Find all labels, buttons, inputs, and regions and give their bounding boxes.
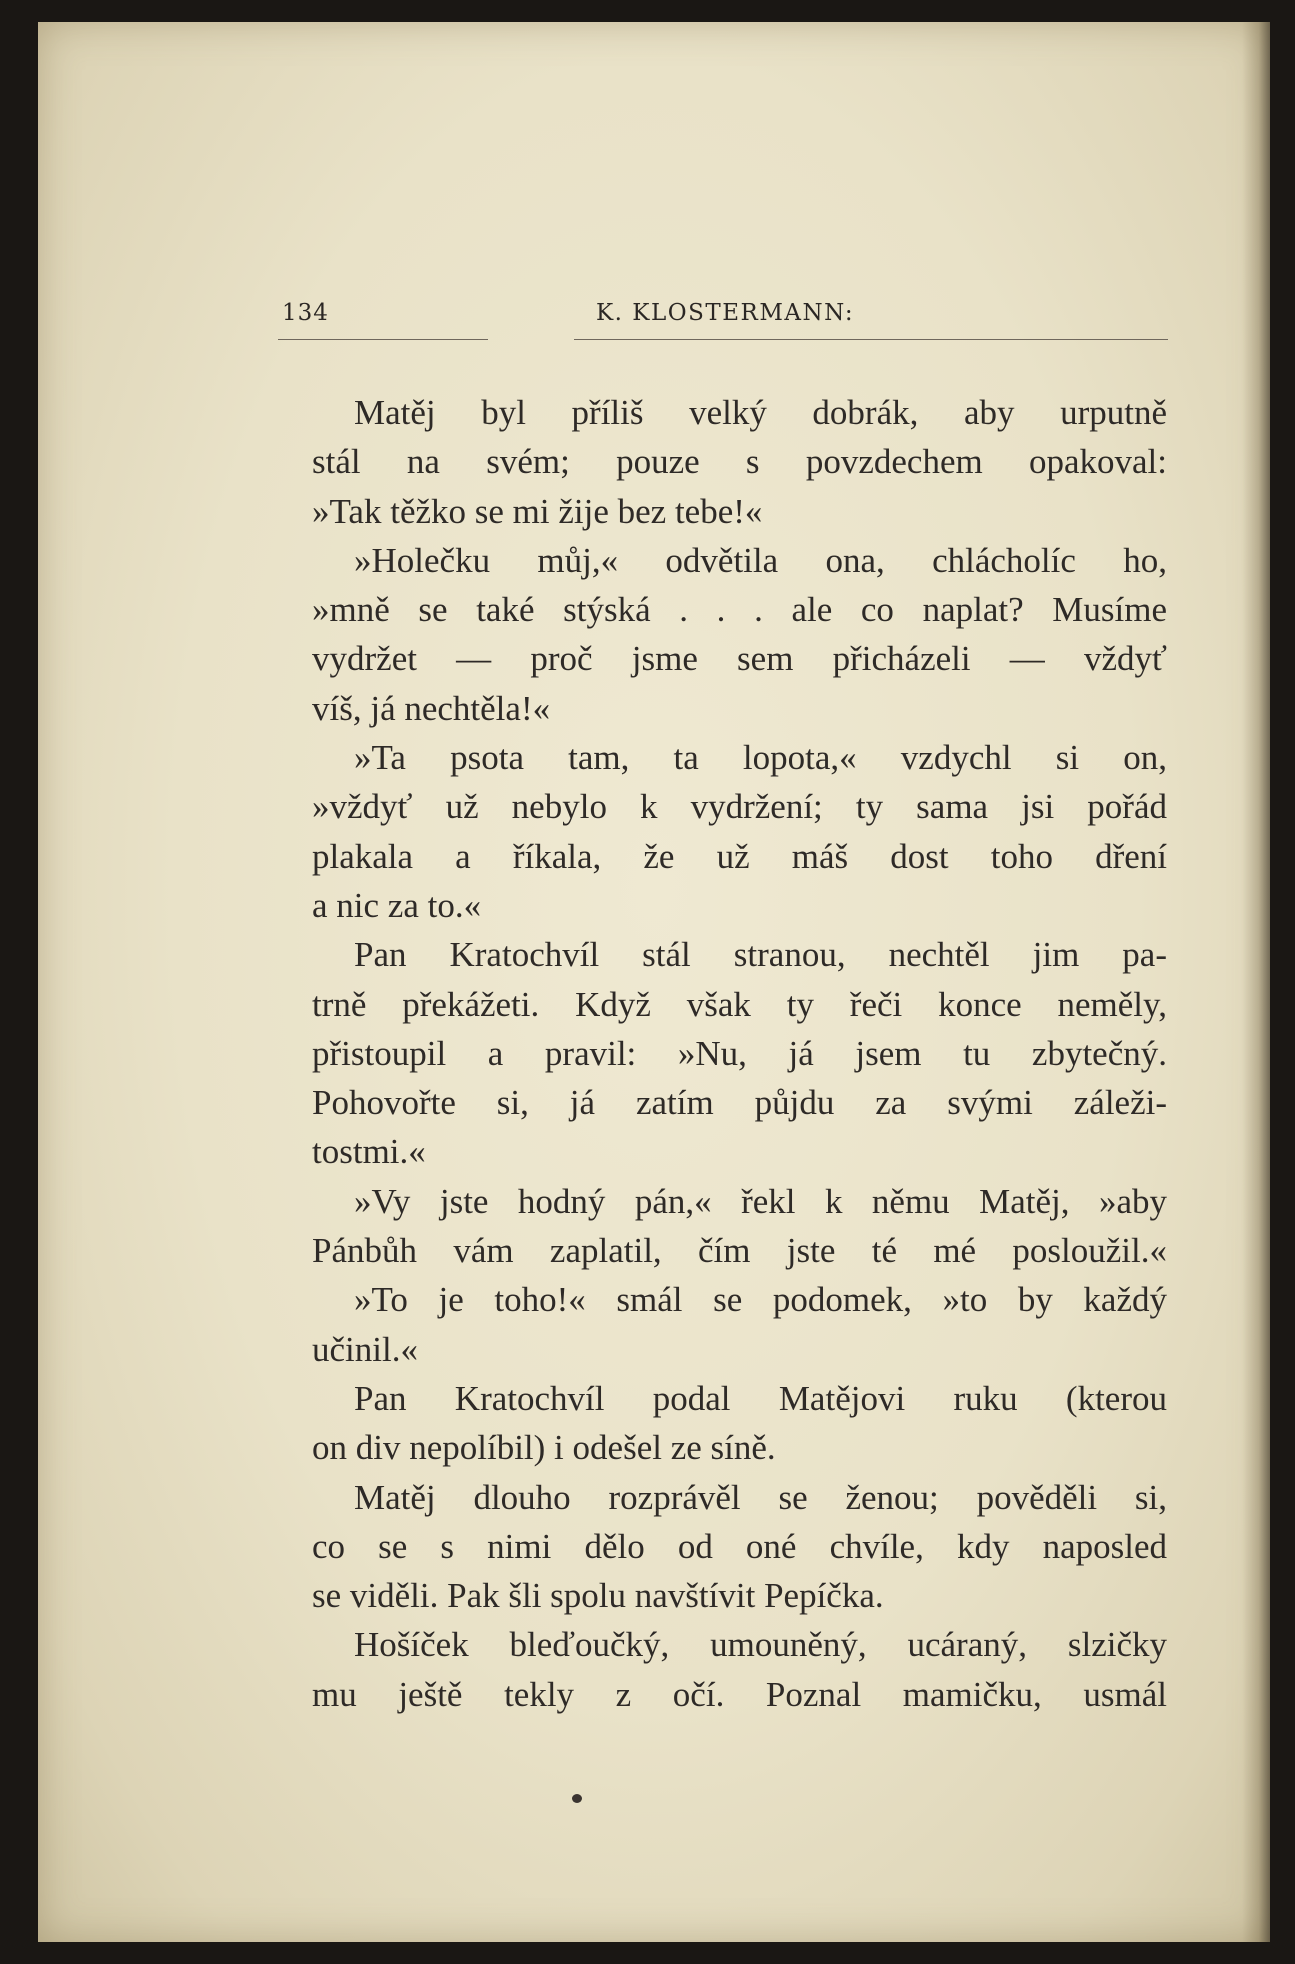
text-line: »Vy jste hodný pán,« řekl k němu Matěj, »aby [354,1181,1167,1221]
text-line: Hošíček bleďoučký, umouněný, ucáraný, slzičky [354,1625,1167,1665]
text-line: Pan Kratochvíl podal Matějovi ruku (kterou [354,1378,1167,1418]
header-rule-left [278,339,488,340]
text-line: »Ta psota tam, ta lopota,« vzdychl si on, [354,738,1167,778]
ink-speck [572,1794,582,1803]
text-line: »To je toho!« smál se podomek, »to by každý [354,1280,1167,1320]
running-head: K. KLOSTERMANN: [596,300,855,326]
text-line: tostmi.« [312,1132,426,1172]
text-line: on div nepolíbil) i odešel ze síně. [312,1428,776,1468]
text-line: Pan Kratochvíl stál stranou, nechtěl jim pa- [354,935,1167,975]
text-line: Pánbůh vám zaplatil, čím jste té mé posloužil.« [312,1231,1167,1271]
header-rule-right [574,339,1168,340]
text-line: »Tak těžko se mi žije bez tebe!« [312,491,763,531]
text-line: »mně se také stýská . . . ale co naplat? Musíme [312,590,1167,630]
body-text [312,388,1167,1719]
text-line: přistoupil a pravil: »Nu, já jsem tu zbytečný. [312,1033,1167,1073]
page-edge-shadow [1242,22,1270,1942]
text-line: co se s nimi dělo od oné chvíle, kdy naposled [312,1526,1167,1566]
text-line: »vždyť už nebylo k vydržení; ty sama jsi pořád [312,787,1167,827]
text-line: se viděli. Pak šli spolu navštívit Pepíčka. [312,1576,884,1616]
text-line: »Holečku můj,« odvětila ona, chlácholíc ho, [354,540,1167,580]
text-line: plakala a říkala, že už máš dost toho dření [312,836,1167,876]
text-line: Pohovořte si, já zatím půjdu za svými záleži- [312,1083,1167,1123]
text-line: Matěj dlouho rozprávěl se ženou; pověděli si, [354,1477,1167,1517]
text-line: mu ještě tekly z očí. Poznal mamičku, usmál [312,1674,1167,1714]
text-line: stál na svém; pouze s povzdechem opakoval: [312,442,1167,482]
text-line: učinil.« [312,1329,418,1369]
text-line: víš, já nechtěla!« [312,688,551,728]
page-header [278,296,1168,336]
page-number: 134 [282,300,329,326]
text-line: trně překážeti. Když však ty řeči konce neměly, [312,984,1167,1024]
text-line: Matěj byl příliš velký dobrák, aby urputně [354,393,1167,432]
text-line: vydržet — proč jsme sem přicházeli — vždyť [312,639,1167,679]
text-line: a nic za to.« [312,885,482,925]
